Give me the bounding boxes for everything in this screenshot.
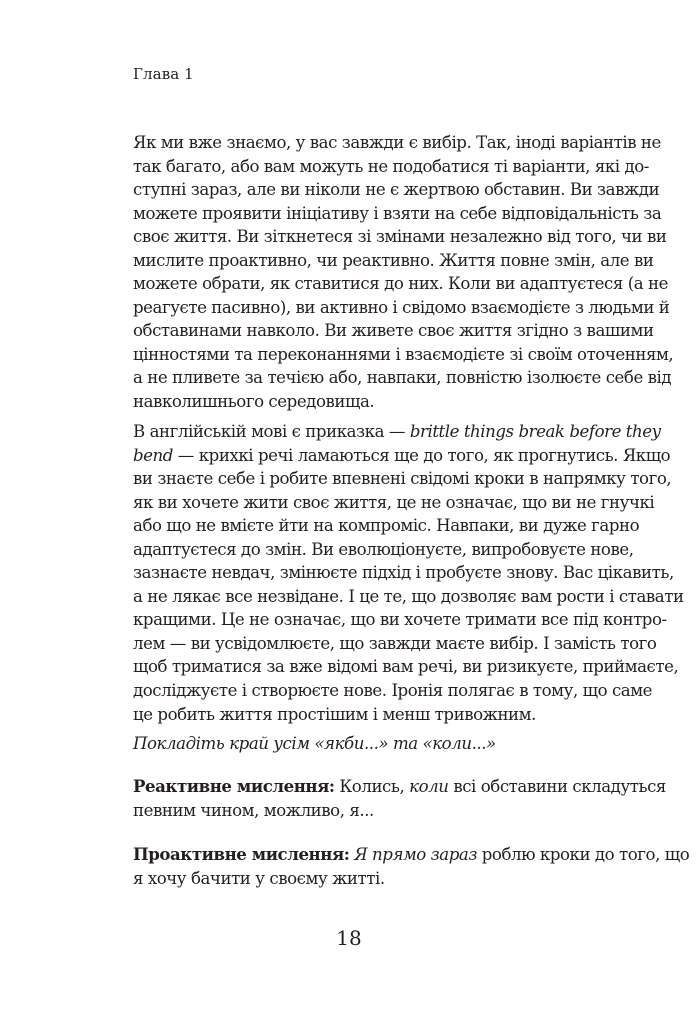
text-line: навколишнього середовища. xyxy=(133,392,375,412)
reactive-thinking xyxy=(133,775,666,822)
reactive-label: Реактивне мислення: xyxy=(133,776,335,796)
text-line: а не лякає все незвідане. І це те, що дозволяє вам рости і ставати xyxy=(133,586,684,606)
text-run: — крихкі речі ламаються ще до того, як прогнутись. Якщо xyxy=(172,445,671,465)
english-proverb-end: bend xyxy=(133,445,173,465)
text-line: щоб триматися за вже відомі вам речі, ви ризикуєте, приймаєте, xyxy=(133,657,679,677)
text-line: можете обрати, як ставитися до них. Коли ви адаптуєтеся (а не xyxy=(133,274,669,294)
subheading xyxy=(133,732,598,756)
text-run: В англійській мові є приказка — xyxy=(133,422,410,441)
text-line: певним чином, можливо, я... xyxy=(133,800,374,820)
text-line: я хочу бачити у своєму житті. xyxy=(133,868,385,888)
running-head: Глава 1 xyxy=(133,65,194,83)
proactive-thinking xyxy=(133,843,690,890)
text-run: всі обставини складуться xyxy=(448,777,666,796)
text-line: як ви хочете жити своє життя, це не означає, що ви не гнучкі xyxy=(133,492,655,512)
text-line: а не пливете за течією або, навпаки, повністю ізолюєте себе від xyxy=(133,368,672,388)
proactive-label: Проактивне мислення: xyxy=(133,844,350,864)
text-run: роблю кроки до того, що xyxy=(476,845,690,864)
text-line: можете проявити ініціативу і взяти на себе відповідальність за xyxy=(133,203,662,223)
text-line: зазнаєте невдач, змінюєте підхід і пробуєте знову. Вас цікавить, xyxy=(133,563,674,583)
text-line: Як ми вже знаємо, у вас завжди є вибір. Так, іноді варіантів не xyxy=(133,133,661,152)
text-line: своє життя. Ви зіткнетеся зі змінами незалежно від того, чи ви xyxy=(133,227,667,247)
text-line: лем — ви усвідомлюєте, що завжди маєте вибір. І замість того xyxy=(133,633,657,653)
paragraph-1 xyxy=(133,131,674,414)
text-line: мислите проактивно, чи реактивно. Життя повне змін, але ви xyxy=(133,250,654,270)
page-number: 18 xyxy=(336,926,362,950)
text-line: цінностями та переконаннями і взаємодієте зі своїм оточенням, xyxy=(133,344,674,364)
text-line: кращими. Це не означає, що ви хочете тримати все під контро- xyxy=(133,610,667,630)
text-line: або що не вмієте йти на компроміс. Навпаки, ви дуже гарно xyxy=(133,516,640,536)
text-line xyxy=(133,843,690,867)
text-line xyxy=(133,775,666,799)
text-run-italic: Я прямо зараз xyxy=(354,845,477,864)
text-line xyxy=(133,420,661,444)
subheading-text: Покладіть край усім «якби...» та «коли...» xyxy=(133,734,496,753)
text-line: це робить життя простішим і менш тривожним. xyxy=(133,704,536,724)
paragraph-2 xyxy=(133,420,684,726)
text-line xyxy=(133,444,671,468)
text-run-italic: коли xyxy=(409,777,449,796)
text-line: обставинами навколо. Ви живете своє життя згідно з вашими xyxy=(133,321,654,341)
text-run: Колись, xyxy=(334,777,410,796)
text-line: ступні зараз, але ви ніколи не є жертвою обставин. Ви завжди xyxy=(133,180,660,200)
text-line: ви знаєте себе і робите впевнені свідомі кроки в напрямку того, xyxy=(133,469,672,489)
text-line: адаптуєтеся до змін. Ви еволюціонуєте, випробовуєте нове, xyxy=(133,539,634,559)
text-line: досліджуєте і створюєте нове. Іронія полягає в тому, що саме xyxy=(133,681,653,701)
text-line: реагуєте пасивно), ви активно і свідомо взаємодієте з людьми й xyxy=(133,297,670,317)
text-line: так багато, або вам можуть не подобатися ті варіанти, які до- xyxy=(133,156,649,176)
english-proverb: brittle things break before they xyxy=(409,422,661,441)
